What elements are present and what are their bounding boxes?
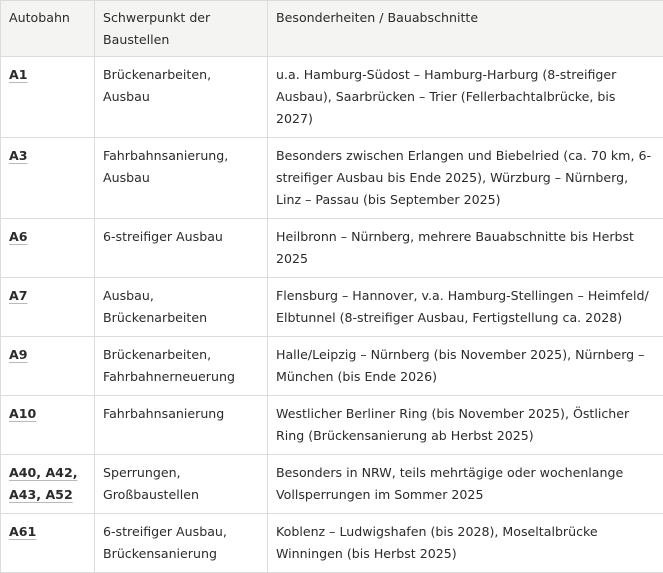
cell-autobahn — [1, 396, 95, 455]
cell-besonderheiten: u.a. Hamburg-Südost – Hamburg-Harburg (8-streifiger Ausbau), Saarbrücken – Trier (Fellerbachtalbrücke, bis 2027) — [268, 57, 663, 138]
cell-autobahn — [1, 514, 95, 573]
cell-schwerpunkt: Fahrbahnsanierung, Ausbau — [95, 138, 268, 219]
cell-autobahn — [1, 337, 95, 396]
header-autobahn: Autobahn — [1, 1, 95, 57]
table-row — [1, 138, 663, 219]
cell-schwerpunkt: Fahrbahnsanierung — [95, 396, 268, 455]
autobahn-link[interactable]: A6 — [9, 229, 28, 244]
autobahn-link[interactable]: A61 — [9, 524, 36, 539]
autobahn-link[interactable]: A40, A42, A43, A52 — [9, 465, 78, 502]
cell-besonderheiten: Koblenz – Ludwigshafen (bis 2028), Moseltalbrücke Winningen (bis Herbst 2025) — [268, 514, 663, 573]
cell-besonderheiten: Flensburg – Hannover, v.a. Hamburg-Stellingen – Heimfeld/ Elbtunnel (8-streifiger Ausbau, Fertigstellung ca. 2028) — [268, 278, 663, 337]
header-row — [1, 1, 663, 57]
cell-autobahn — [1, 278, 95, 337]
header-schwerpunkt: Schwerpunkt der Baustellen — [95, 1, 268, 57]
table-row — [1, 278, 663, 337]
table-row — [1, 219, 663, 278]
cell-autobahn — [1, 57, 95, 138]
table-row — [1, 514, 663, 573]
cell-autobahn — [1, 219, 95, 278]
cell-schwerpunkt: 6-streifiger Ausbau — [95, 219, 268, 278]
table-row — [1, 396, 663, 455]
cell-autobahn — [1, 455, 95, 514]
cell-besonderheiten: Westlicher Berliner Ring (bis November 2025), Östlicher Ring (Brückensanierung ab Herbst 2025) — [268, 396, 663, 455]
cell-schwerpunkt: Brückenarbeiten, Fahrbahnerneuerung — [95, 337, 268, 396]
table-header — [1, 1, 663, 57]
cell-besonderheiten: Halle/Leipzig – Nürnberg (bis November 2025), Nürnberg – München (bis Ende 2026) — [268, 337, 663, 396]
cell-schwerpunkt: 6-streifiger Ausbau, Brückensanierung — [95, 514, 268, 573]
cell-schwerpunkt: Sperrungen, Großbaustellen — [95, 455, 268, 514]
cell-schwerpunkt: Brückenarbeiten, Ausbau — [95, 57, 268, 138]
autobahn-link[interactable]: A1 — [9, 67, 28, 82]
header-besonderheiten: Besonderheiten / Bauabschnitte — [268, 1, 663, 57]
autobahn-link[interactable]: A10 — [9, 406, 36, 421]
cell-besonderheiten: Besonders in NRW, teils mehrtägige oder wochenlange Vollsperrungen im Sommer 2025 — [268, 455, 663, 514]
table-row — [1, 57, 663, 138]
cell-autobahn — [1, 138, 95, 219]
autobahn-link[interactable]: A3 — [9, 148, 28, 163]
autobahn-link[interactable]: A9 — [9, 347, 28, 362]
cell-schwerpunkt: Ausbau, Brückenarbeiten — [95, 278, 268, 337]
autobahn-link[interactable]: A7 — [9, 288, 28, 303]
table-body — [1, 57, 663, 573]
cell-besonderheiten: Heilbronn – Nürnberg, mehrere Bauabschnitte bis Herbst 2025 — [268, 219, 663, 278]
table-row — [1, 455, 663, 514]
table-row — [1, 337, 663, 396]
cell-besonderheiten: Besonders zwischen Erlangen und Biebelried (ca. 70 km, 6-streifiger Ausbau bis Ende 2025), Würzburg – Nürnberg, Linz – Passau (bis September 2025) — [268, 138, 663, 219]
